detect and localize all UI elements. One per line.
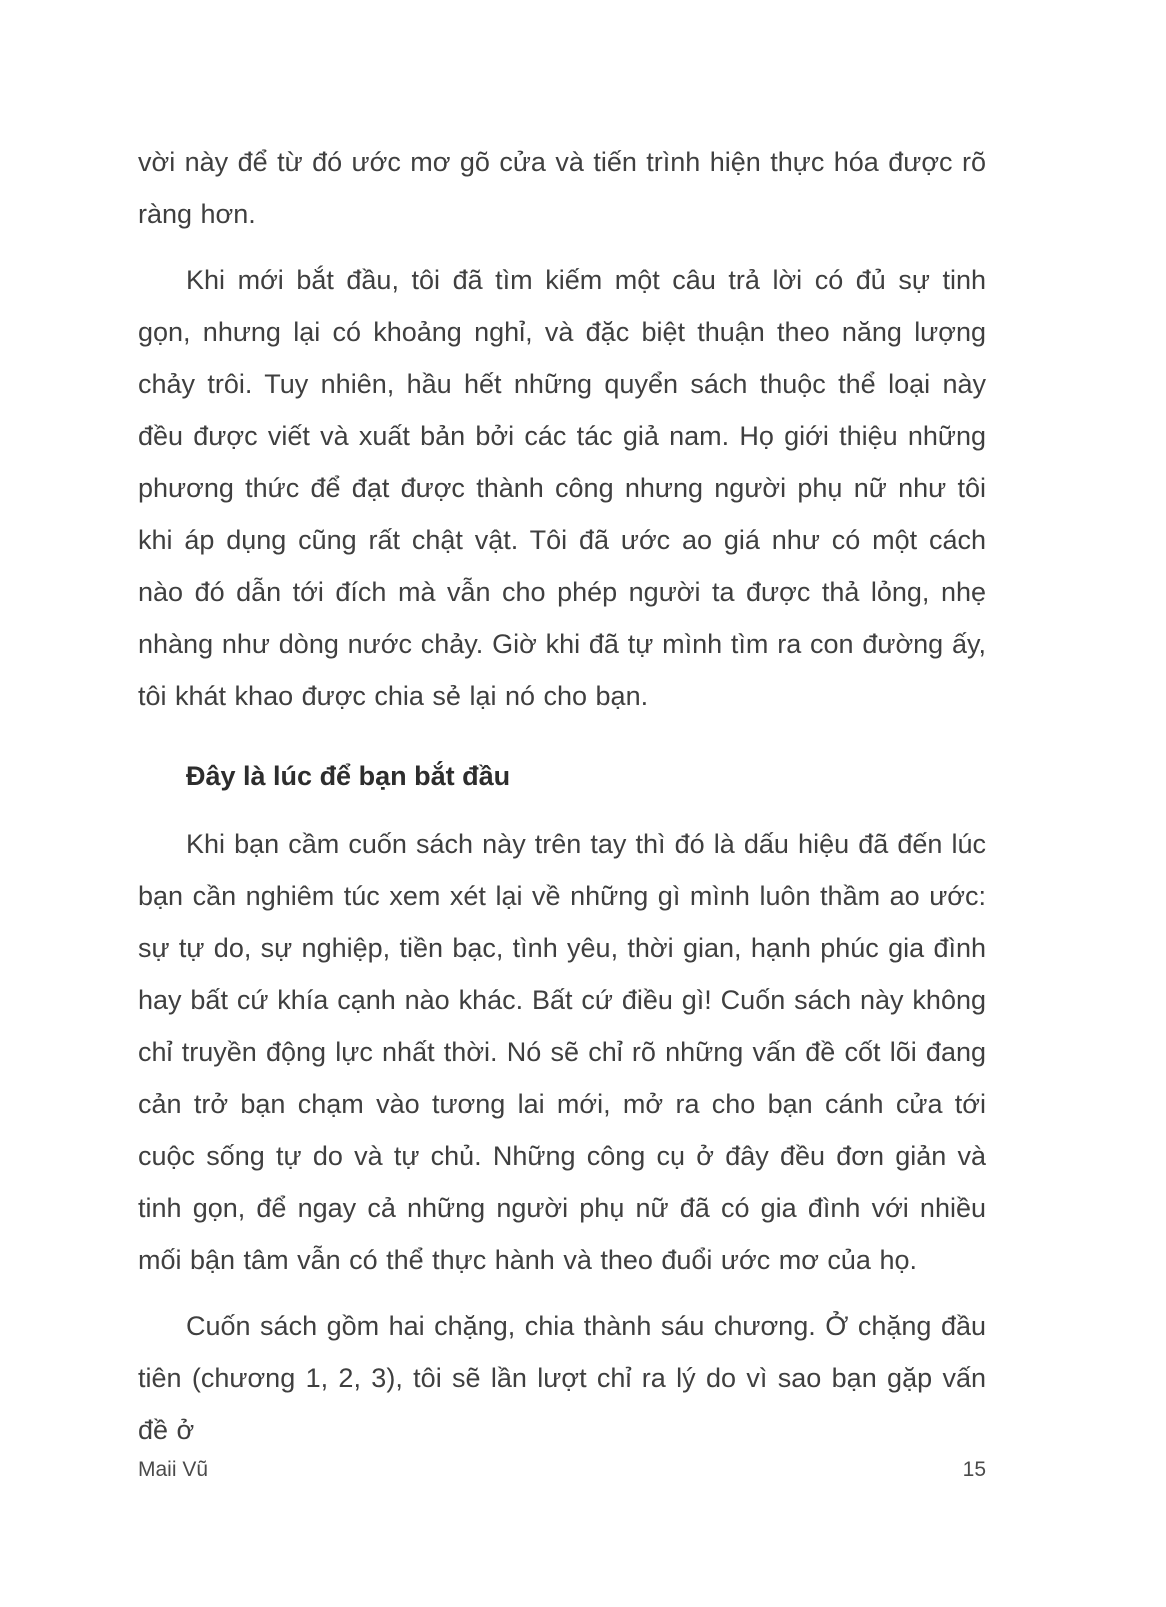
page-footer bbox=[138, 1458, 986, 1482]
paragraph-continuation: vời này để từ đó ước mơ gõ cửa và tiến trình hiện thực hóa được rõ ràng hơn. bbox=[138, 147, 986, 229]
footer-page-number: 15 bbox=[962, 1458, 986, 1481]
paragraph: Khi bạn cầm cuốn sách này trên tay thì đó là dấu hiệu đã đến lúc bạn cần nghiêm túc xem xét lại về những gì mình luôn thầm ao ước: sự tự do, sự nghiệp, tiền bạc, tình yêu, thời gian, hạnh phúc gia đình hay bất cứ khía cạnh nào khác. Bất cứ điều gì! Cuốn sách này không chỉ truyền động lực nhất thời. Nó sẽ chỉ rõ những vấn đề cốt lõi đang cản trở bạn chạm vào tương lai mới, mở ra cho bạn cánh cửa tới cuộc sống tự do và tự chủ. Những công cụ ở đây đều đơn giản và tinh gọn, để ngay cả những người phụ nữ đã có gia đình với nhiều mối bận tâm vẫn có thể thực hành và theo đuổi ước mơ của họ. bbox=[138, 829, 986, 1275]
paragraph: Khi mới bắt đầu, tôi đã tìm kiếm một câu trả lời có đủ sự tinh gọn, nhưng lại có khoảng nghỉ, và đặc biệt thuận theo năng lượng chảy trôi. Tuy nhiên, hầu hết những quyển sách thuộc thể loại này đều được viết và xuất bản bởi các tác giả nam. Họ giới thiệu những phương thức để đạt được thành công nhưng người phụ nữ như tôi khi áp dụng cũng rất chật vật. Tôi đã ước ao giá như có một cách nào đó dẫn tới đích mà vẫn cho phép người ta được thả lỏng, nhẹ nhàng như dòng nước chảy. Giờ khi đã tự mình tìm ra con đường ấy, tôi khát khao được chia sẻ lại nó cho bạn. bbox=[138, 265, 986, 711]
paragraph: Cuốn sách gồm hai chặng, chia thành sáu chương. Ở chặng đầu tiên (chương 1, 2, 3), tôi sẽ lần lượt chỉ ra lý do vì sao bạn gặp vấn đề ở bbox=[138, 1311, 986, 1445]
section-heading: Đây là lúc để bạn bắt đầu bbox=[186, 761, 511, 791]
footer-author: Maii Vũ bbox=[138, 1458, 209, 1481]
